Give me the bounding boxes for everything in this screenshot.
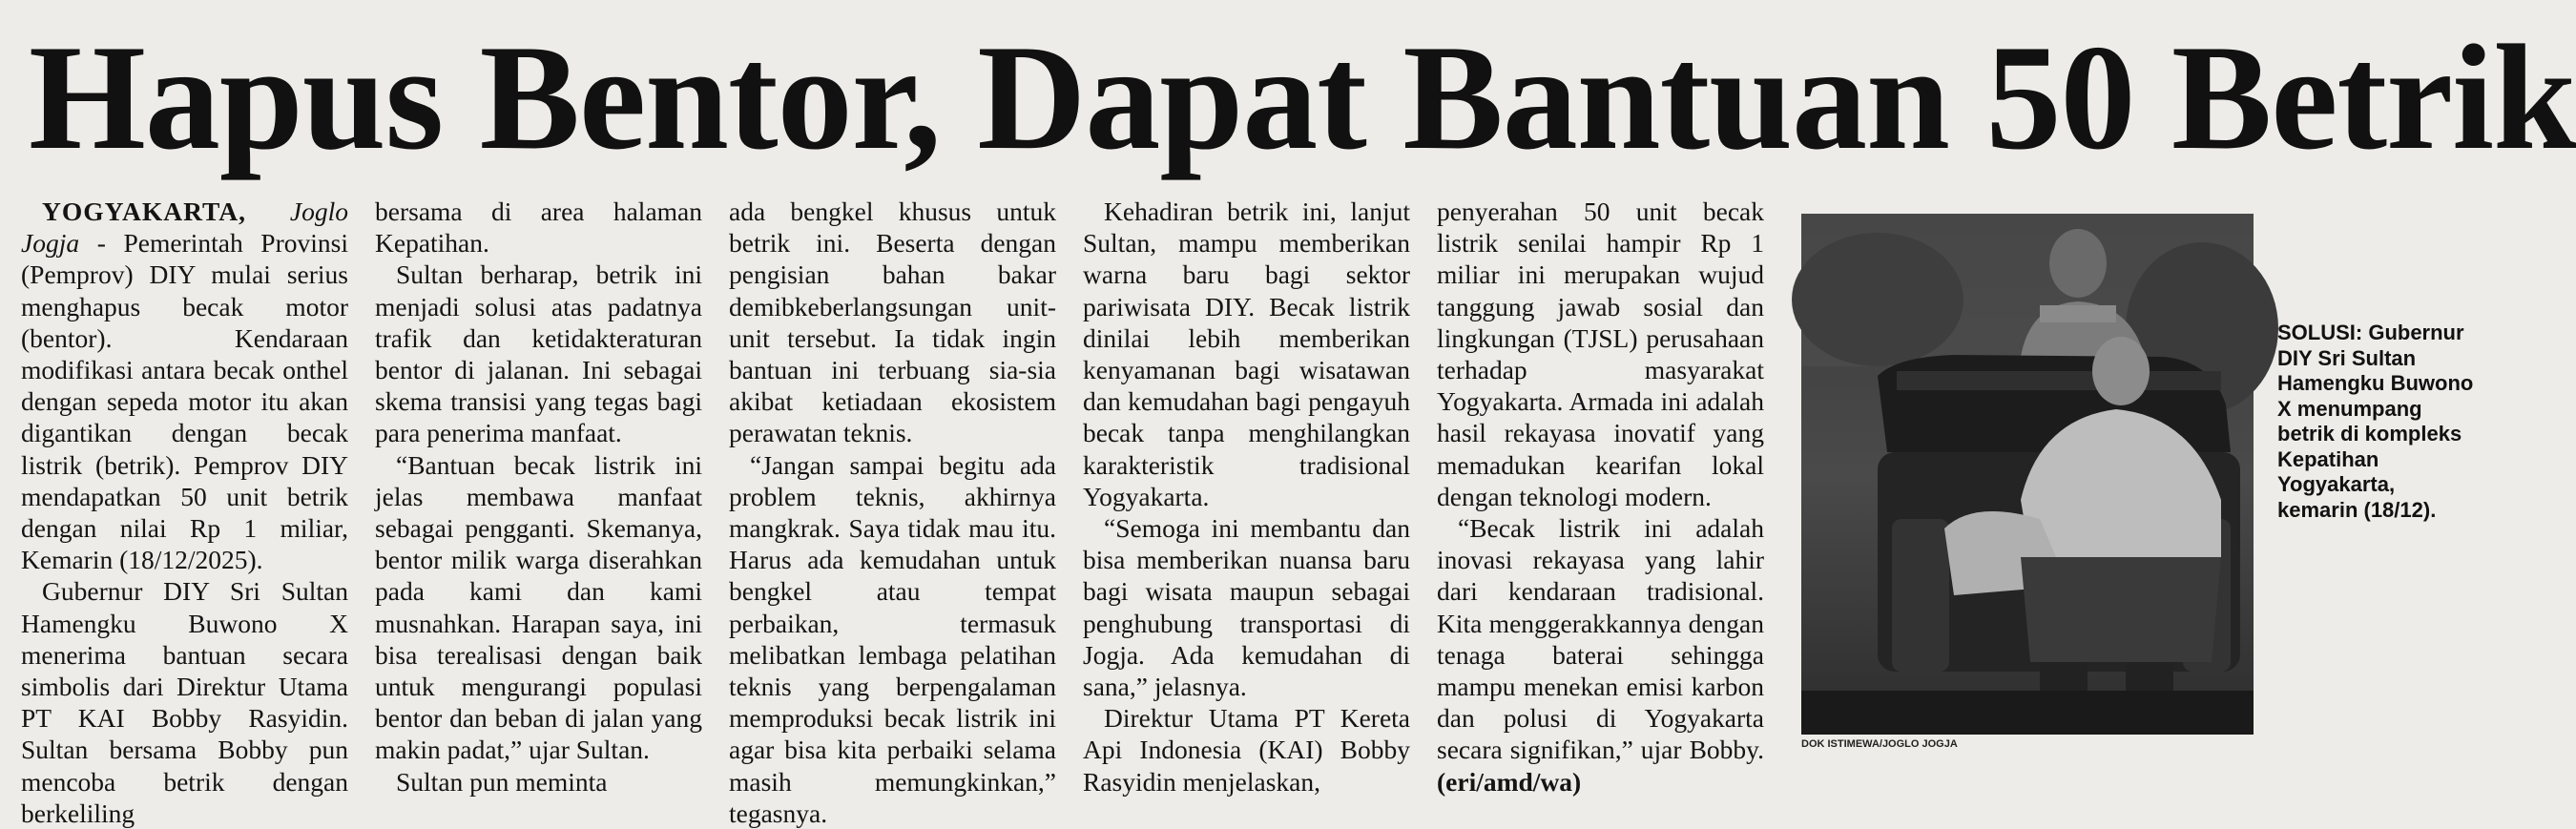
article-column-3 [729, 196, 1056, 828]
article-paragraph: Kehadiran betrik ini, lanjut Sultan, mampu memberikan warna baru bagi sektor pariwisata DIY. Becak listrik dinilai lebih memberikan kenyamanan bagi wisatawan dan kemudahan bagi pengayuh becak tanpa menghilangkan karakteristik tradisional Yogyakarta. [1083, 197, 1410, 511]
article-column-4 [1083, 196, 1410, 797]
article-column-5 [1437, 196, 1764, 797]
article-paragraph: penyerahan 50 unit becak listrik senilai hampir Rp 1 miliar ini merupakan wujud tanggung jawab sosial dan lingkungan (TJSL) perusahaan terhadap masyarakat Yogyakarta. Armada ini adalah hasil rekayasa inovatif yang memadukan kearifan lokal dengan teknologi modern. [1437, 197, 1764, 511]
article-paragraph [21, 196, 348, 575]
photo-credit: DOK ISTIMEWA/JOGLO JOGJA [1801, 738, 1958, 750]
article-paragraph: “Bantuan becak listrik ini jelas membawa manfaat sebagai pengganti. Skemanya, bentor milik warga diserahkan pada kami dan kami musnahkan. Harapan saya, ini bisa terealisasi dengan baik untuk mengurangi populasi bentor dan beban di jalan yang makin padat,” ujar Sultan. [375, 449, 702, 765]
photo-caption: SOLUSI: Gubernur DIY Sri Sultan Hamengku Buwono X menumpang betrik di kompleks Kepatihan Yogyakarta, kemarin (18/12). [2277, 321, 2474, 522]
article-paragraph: Sultan pun meminta [396, 766, 608, 797]
article-paragraph [1437, 512, 1764, 798]
article-paragraph: bersama di area halaman Kepatihan. [375, 197, 702, 259]
article-column-1 [21, 196, 348, 828]
headline: Hapus Bentor, Dapat Bantuan 50 Betrik [29, 14, 2576, 181]
article-column-2 [375, 196, 702, 797]
dateline: YOGYAKARTA, [42, 197, 247, 226]
source-name: Joglo Jogja [21, 197, 348, 259]
becak-photo-illustration [1801, 214, 2254, 735]
article-paragraph: “Jangan sampai begitu ada problem teknis, akhirnya mangkrak. Saya tidak mau itu. Harus ada kemudahan untuk bengkel atau tempat perbaikan, termasuk melibatkan lembaga pelatihan teknis yang berpengalaman memproduksi becak listrik ini agar bisa kita perbaiki selama masih memungkinkan,” tegasnya. [729, 449, 1056, 828]
article-paragraph: ada bengkel khusus untuk betrik ini. Beserta dengan pengisian bahan bakar demibkeberlangsungan unit-unit tersebut. Ia tidak ingin bantuan ini terbuang sia-sia akibat ketiadaan ekosistem perawatan teknis. [729, 197, 1056, 448]
article-paragraph: Gubernur DIY Sri Sultan Hamengku Buwono X menerima bantuan secara simbolis dari Direktur Utama PT KAI Bobby Rasyidin. Sultan bersama Bobby pun mencoba betrik dengan berkeliling [21, 576, 348, 828]
news-photo [1801, 214, 2254, 735]
article-paragraph: Direktur Utama PT Kereta Api Indonesia (KAI) Bobby Rasyidin menjelaskan, [1083, 703, 1410, 797]
article-paragraph: “Semoga ini membantu dan bisa memberikan nuansa baru bagi wisata maupun sebagai penghubung transportasi di Jogja. Ada kemudahan di sana,” jelasnya. [1083, 513, 1410, 702]
article-paragraph: Sultan berharap, betrik ini menjadi solusi atas padatnya trafik dan ketidakteraturan bentor di jalanan. Ini sebagai skema transisi yang tegas bagi para penerima manfaat. [375, 259, 702, 448]
author-signoff: (eri/amd/wa) [1437, 766, 1582, 797]
paragraph-text: “Becak listrik ini adalah inovasi rekayasa yang lahir dari kendaraan tradisional. Kita menggerakkannya dengan tenaga baterai sehingga mampu menekan emisi karbon dan polusi di Yogyakarta secara signifikan,” ujar Bobby. [1437, 513, 1764, 765]
paragraph-text: - Pemerintah Provinsi (Pemprov) DIY mulai serius menghapus becak motor (bentor). Kendaraan modifikasi antara becak onthel dengan sepeda motor itu akan digantikan dengan becak listrik (betrik). Pemprov DIY mendapatkan 50 unit betrik dengan nilai Rp 1 miliar, Kemarin (18/12/2025). [21, 228, 348, 575]
